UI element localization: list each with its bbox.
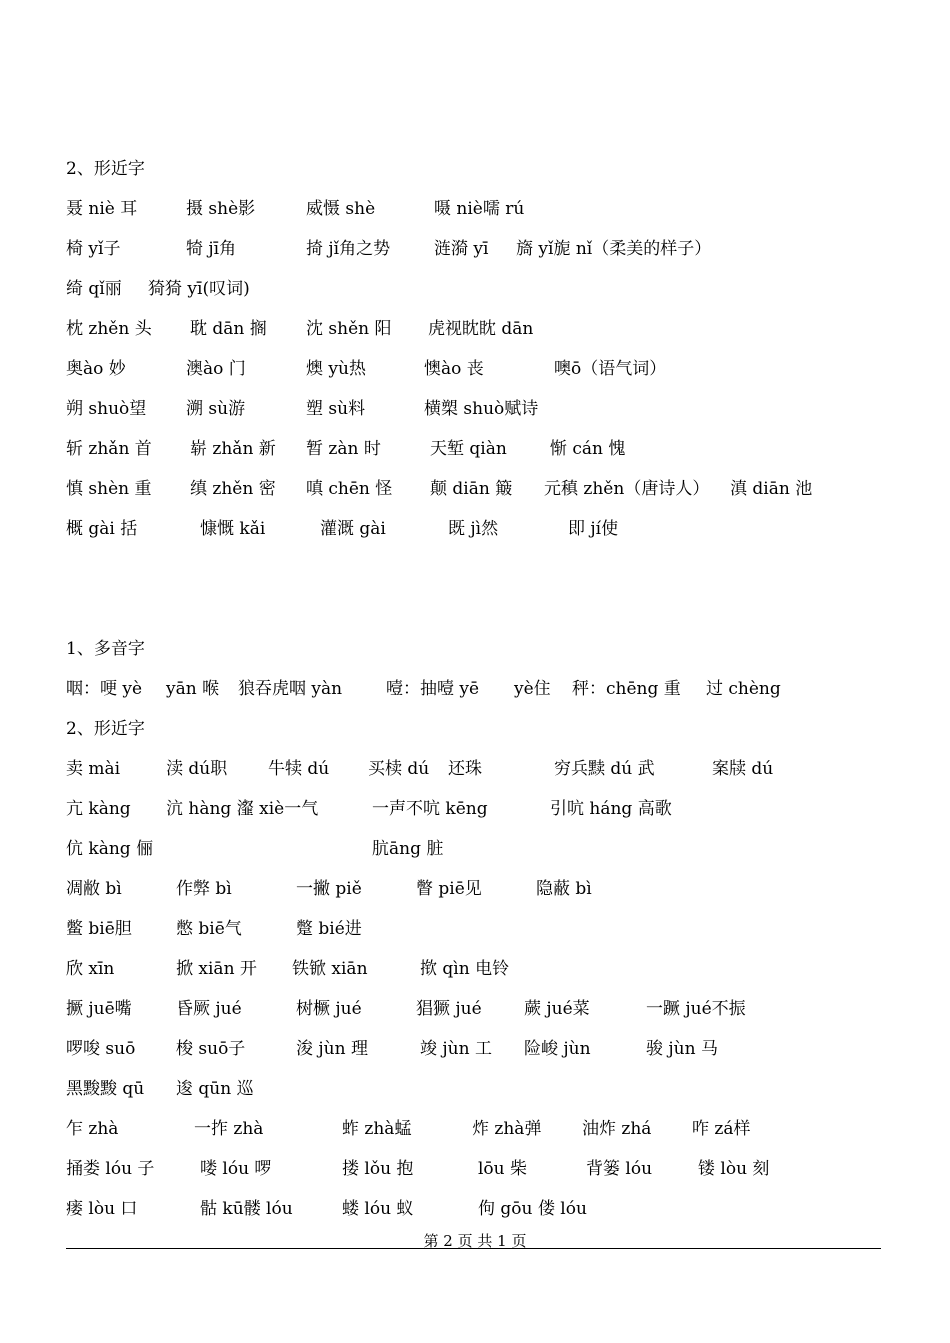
word-entry: 牛犊 dú bbox=[268, 759, 330, 779]
word-entry: 一蹶 jué不振 bbox=[646, 999, 746, 1019]
word-entry: 梭 suō子 bbox=[176, 1039, 246, 1059]
word-entry: 瘘 lòu 口 bbox=[66, 1199, 138, 1219]
word-entry: 搂 lǒu 抱 bbox=[342, 1159, 414, 1179]
word-entry: 猗猗 yī(叹词) bbox=[148, 279, 250, 299]
word-entry: 朔 shuò望 bbox=[66, 399, 147, 419]
section-heading: 2、形近字 bbox=[66, 159, 145, 179]
word-entry: 崭 zhǎn 新 bbox=[190, 439, 276, 459]
word-row bbox=[0, 676, 950, 702]
word-entry: 沆 hàng 瀣 xiè一气 bbox=[166, 799, 319, 819]
word-entry: 即 jí使 bbox=[568, 519, 619, 539]
word-entry: 作弊 bì bbox=[176, 879, 232, 899]
word-row bbox=[0, 996, 950, 1022]
word-entry: 渎 dú职 bbox=[166, 759, 228, 779]
word-entry: yān 喉 bbox=[166, 679, 220, 699]
word-entry: 逡 qūn 巡 bbox=[176, 1079, 254, 1099]
section-heading: 1、多音字 bbox=[66, 639, 145, 659]
word-entry: 引吭 háng 高歌 bbox=[550, 799, 672, 819]
word-entry: 懊ào 丧 bbox=[424, 359, 484, 379]
word-entry: 奥ào 妙 bbox=[66, 359, 126, 379]
word-entry: 暂 zàn 时 bbox=[306, 439, 381, 459]
word-entry: 浚 jùn 理 bbox=[296, 1039, 368, 1059]
word-entry: 蹩 bié进 bbox=[296, 919, 362, 939]
word-entry: 绮 qǐ丽 bbox=[66, 279, 122, 299]
word-entry: 秤：chēng 重 bbox=[572, 679, 681, 699]
word-entry: 缜 zhěn 密 bbox=[190, 479, 276, 499]
word-entry: 咽：哽 yè bbox=[66, 679, 143, 699]
word-entry: 捅娄 lóu 子 bbox=[66, 1159, 155, 1179]
word-entry: 天堑 qiàn bbox=[430, 439, 507, 459]
word-entry: 骏 jùn 马 bbox=[646, 1039, 718, 1059]
word-entry: 炸 zhà弹 bbox=[472, 1119, 542, 1139]
word-entry: 犄 jī角 bbox=[186, 239, 237, 259]
word-row bbox=[0, 756, 950, 782]
word-row bbox=[0, 436, 950, 462]
word-row bbox=[0, 1196, 950, 1222]
word-entry: 噎：抽噎 yē bbox=[386, 679, 480, 699]
word-entry: 嗔 chēn 怪 bbox=[306, 479, 393, 499]
word-entry: 一撇 piě bbox=[296, 879, 362, 899]
word-entry: 卖 mài bbox=[66, 759, 121, 779]
word-entry: 元稹 zhěn（唐诗人） bbox=[544, 479, 710, 499]
word-entry: 啰唆 suō bbox=[66, 1039, 136, 1059]
word-row bbox=[0, 796, 950, 822]
word-row bbox=[0, 916, 950, 942]
word-entry: 摄 shè影 bbox=[186, 199, 256, 219]
word-entry: 一拃 zhà bbox=[194, 1119, 264, 1139]
word-entry: 塑 sù料 bbox=[306, 399, 366, 419]
word-row bbox=[0, 396, 950, 422]
word-row bbox=[0, 236, 950, 262]
word-entry: 蚱 zhà蜢 bbox=[342, 1119, 412, 1139]
word-entry: 噢ō（语气词） bbox=[554, 359, 667, 379]
word-entry: 油炸 zhá bbox=[582, 1119, 652, 1139]
footer-divider bbox=[66, 1248, 881, 1249]
word-entry: 树橛 jué bbox=[296, 999, 362, 1019]
word-entry: 威慑 shè bbox=[306, 199, 376, 219]
word-entry: 昏厥 jué bbox=[176, 999, 242, 1019]
word-entry: 揿 qìn 电铃 bbox=[420, 959, 510, 979]
word-entry: 蝼 lóu 蚁 bbox=[342, 1199, 414, 1219]
word-entry: 灌溉 gài bbox=[320, 519, 386, 539]
word-row bbox=[0, 1116, 950, 1142]
word-entry: 凋敝 bì bbox=[66, 879, 122, 899]
word-row bbox=[0, 956, 950, 982]
word-entry: 澳ào 门 bbox=[186, 359, 246, 379]
word-entry: 险峻 jùn bbox=[524, 1039, 591, 1059]
word-row bbox=[0, 876, 950, 902]
word-entry: 铁锨 xiān bbox=[292, 959, 368, 979]
word-entry: 慎 shèn 重 bbox=[66, 479, 152, 499]
word-entry: 还珠 bbox=[448, 759, 482, 779]
word-entry: yè住 bbox=[514, 679, 551, 699]
word-entry: 掀 xiān 开 bbox=[176, 959, 257, 979]
word-entry: 竣 jùn 工 bbox=[420, 1039, 492, 1059]
word-entry: 溯 sù游 bbox=[186, 399, 246, 419]
word-entry: 买椟 dú bbox=[368, 759, 430, 779]
word-entry: 穷兵黩 dú 武 bbox=[554, 759, 655, 779]
word-row bbox=[0, 476, 950, 502]
word-entry: 滇 diān 池 bbox=[730, 479, 813, 499]
word-entry: 隐蔽 bì bbox=[536, 879, 592, 899]
word-entry: 咋 zá样 bbox=[692, 1119, 751, 1139]
word-entry: 涟漪 yī bbox=[434, 239, 489, 259]
word-entry: 喽 lóu 啰 bbox=[200, 1159, 272, 1179]
word-entry: 概 gài 括 bbox=[66, 519, 138, 539]
word-entry: 骷 kū髅 lóu bbox=[200, 1199, 293, 1219]
word-entry: lōu 柴 bbox=[478, 1159, 528, 1179]
word-row bbox=[0, 1076, 950, 1102]
word-entry: 案牍 dú bbox=[712, 759, 774, 779]
word-row bbox=[0, 196, 950, 222]
word-entry: 狼吞虎咽 yàn bbox=[238, 679, 343, 699]
word-entry: 惭 cán 愧 bbox=[550, 439, 626, 459]
word-entry: 一声不吭 kēng bbox=[372, 799, 488, 819]
word-entry: 佝 gōu 偻 lóu bbox=[478, 1199, 587, 1219]
word-entry: 旖 yǐ旎 nǐ（柔美的样子） bbox=[516, 239, 712, 259]
word-entry: 镂 lòu 刻 bbox=[698, 1159, 770, 1179]
word-entry: 伉 kàng 俪 bbox=[66, 839, 154, 859]
word-entry: 嗫 niè嚅 rú bbox=[434, 199, 525, 219]
word-row bbox=[0, 356, 950, 382]
word-entry: 黑黢黢 qū bbox=[66, 1079, 145, 1099]
word-row bbox=[0, 1036, 950, 1062]
word-entry: 椅 yǐ子 bbox=[66, 239, 121, 259]
word-row bbox=[0, 516, 950, 542]
word-entry: 蕨 jué菜 bbox=[524, 999, 590, 1019]
word-entry: 枕 zhěn 头 bbox=[66, 319, 152, 339]
word-entry: 猖獗 jué bbox=[416, 999, 482, 1019]
word-entry: 横槊 shuò赋诗 bbox=[424, 399, 539, 419]
word-entry: 耽 dān 搁 bbox=[190, 319, 267, 339]
word-entry: 燠 yù热 bbox=[306, 359, 366, 379]
word-entry: 虎视眈眈 dān bbox=[428, 319, 534, 339]
section-heading: 2、形近字 bbox=[66, 719, 145, 739]
word-entry: 瞥 piē见 bbox=[416, 879, 482, 899]
page-number: 第 2 页 共 1 页 bbox=[423, 1232, 527, 1250]
word-entry: 慷慨 kǎi bbox=[200, 519, 266, 539]
word-entry: 亢 kàng bbox=[66, 799, 131, 819]
word-entry: 掎 jǐ角之势 bbox=[306, 239, 391, 259]
word-row bbox=[0, 836, 950, 862]
word-entry: 斩 zhǎn 首 bbox=[66, 439, 152, 459]
word-entry: 既 jì然 bbox=[448, 519, 499, 539]
word-entry: 欣 xīn bbox=[66, 959, 115, 979]
word-entry: 颠 diān 簸 bbox=[430, 479, 513, 499]
word-entry: 沈 shěn 阳 bbox=[306, 319, 392, 339]
word-entry: 撅 juē嘴 bbox=[66, 999, 132, 1019]
word-entry: 憋 biē气 bbox=[176, 919, 242, 939]
word-row bbox=[0, 276, 950, 302]
word-entry: 背篓 lóu bbox=[586, 1159, 653, 1179]
word-entry: 聂 niè 耳 bbox=[66, 199, 138, 219]
word-entry: 鳖 biē胆 bbox=[66, 919, 132, 939]
word-entry: 过 chèng bbox=[706, 679, 781, 699]
word-row bbox=[0, 316, 950, 342]
word-entry: 肮āng 脏 bbox=[372, 839, 444, 859]
word-row bbox=[0, 1156, 950, 1182]
word-entry: 乍 zhà bbox=[66, 1119, 119, 1139]
